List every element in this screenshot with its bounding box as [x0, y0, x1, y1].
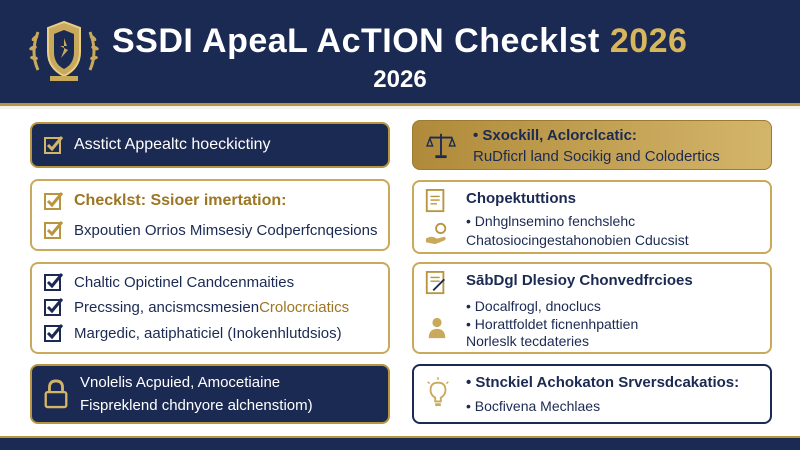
scales-icon [425, 131, 457, 159]
checkbox-icon [44, 135, 64, 155]
left-card-4-line-2: Fispreklend chdnyore alchenstiom) [80, 397, 313, 414]
lock-icon [42, 378, 70, 410]
right-card-1 [412, 120, 772, 170]
title-main: SSDI ApeaL AcTION Checklst [112, 22, 610, 60]
footer-bar [0, 436, 800, 450]
left-card-3 [30, 262, 390, 354]
left-card-4 [30, 364, 390, 424]
left-card-1 [30, 122, 390, 168]
document-icon [424, 188, 448, 214]
right-card-4 [412, 364, 772, 424]
page-title [112, 22, 732, 61]
form-icon [424, 270, 448, 296]
right-card-2-title: Chopektuttions [466, 190, 576, 207]
left-card-3-line-2a: Precssing, ancismcsmesien [74, 298, 260, 316]
left-card-2 [30, 179, 390, 251]
hand-coin-icon [424, 222, 450, 246]
right-card-3-title: SābDgl Dlesioy Chonvedfrcioes [466, 272, 693, 289]
right-card-3-line-2: • Horattfoldet ficnenhpattien [466, 316, 639, 332]
page-subtitle: 2026 [373, 66, 427, 93]
header [0, 0, 800, 106]
checkbox-icon [44, 220, 64, 240]
right-card-4-line-1: • Bocfivena Mechlaes [466, 398, 601, 414]
checkbox-icon [44, 323, 64, 343]
left-card-2-line-1: Checklst: Ssioer imertation: [74, 192, 287, 209]
right-card-1-line-2: RuDficrl land Socikig and Colodertics [473, 148, 720, 165]
right-card-3-line-1: • Docalfrogl, dnoclucs [466, 298, 601, 314]
right-card-2-line-2: Chatosiocingestahonobien Cducsist [466, 232, 689, 248]
lightbulb-icon [424, 376, 452, 410]
left-card-3-line-3: Margedic, aatiphaticiel (Inokenhlutdsios) [74, 324, 342, 342]
right-card-3 [412, 262, 772, 354]
right-card-2 [412, 180, 772, 254]
left-card-1-text: Asstict Appealtc hoeckictiny [74, 136, 271, 153]
right-card-1-line-1: • Sxockill, Aclorclcatic: [473, 127, 637, 144]
left-card-3-line-2b: Crolocrciatics [259, 298, 350, 316]
checkbox-icon [44, 297, 64, 317]
person-icon [426, 316, 448, 340]
right-card-4-title: • Stnckiel Achokaton Srversdcakatios: [466, 374, 740, 391]
title-year: 2026 [609, 22, 688, 60]
checkbox-icon [44, 191, 64, 211]
left-card-4-line-1: Vnolelis Acpuied, Amocetiaine [80, 374, 281, 391]
right-card-2-line-1: • Dnhglnsemino fenchslehc [466, 213, 636, 229]
checkbox-icon [44, 272, 64, 292]
right-card-3-line-3: Norleslk tecdateries [466, 333, 589, 349]
left-card-3-line-1: Chaltic Opictinel Candcenmaities [74, 273, 295, 291]
left-card-2-line-2: Bxpoutien Orrios Mimsesiy Codperfcnqesions [74, 221, 378, 239]
